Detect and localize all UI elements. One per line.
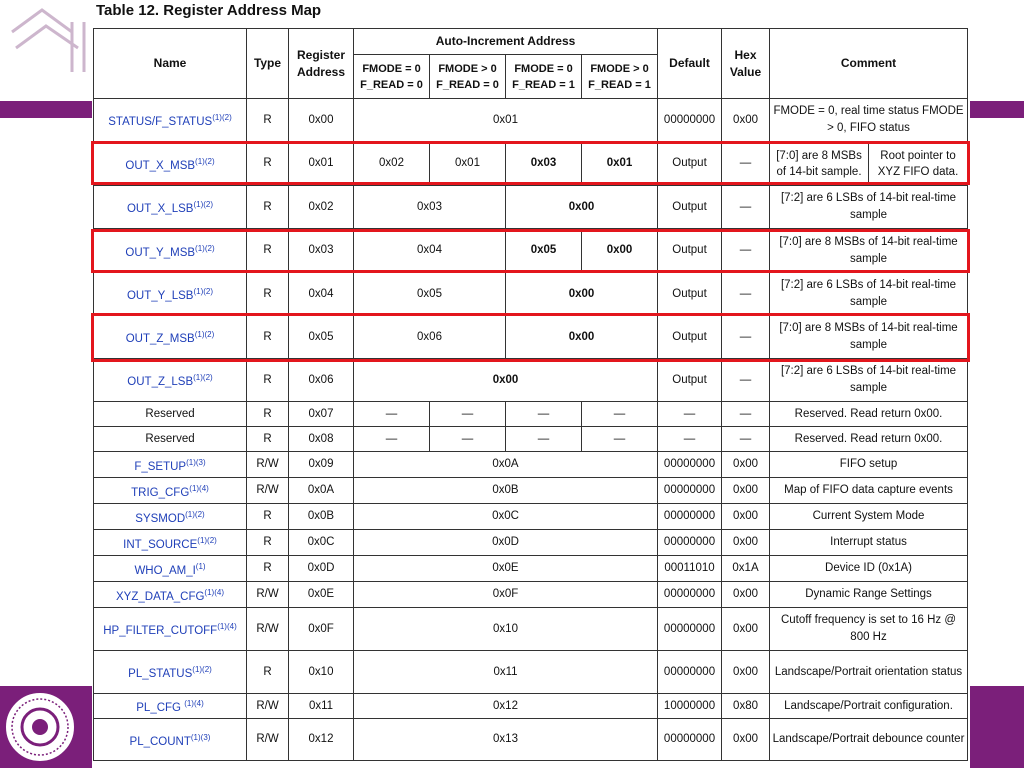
cell-type: R <box>247 359 289 402</box>
cell-auto: 0x05 <box>506 229 582 273</box>
register-name-link[interactable]: $PL\_STATUS^{(1)(2)}$ <box>94 651 247 694</box>
cell-comment: [7:2] are 6 LSBs of 14-bit real-time sample <box>770 186 968 229</box>
cell-auto: 0x00 <box>582 229 658 273</box>
cell-address: 0x09 <box>289 452 354 478</box>
cell-type: R/W <box>247 478 289 504</box>
cell-auto: — <box>354 427 430 452</box>
header-default: Default <box>658 29 722 99</box>
cell-type: R <box>247 229 289 273</box>
cell-auto: 0x0A <box>354 452 658 478</box>
cell-hex: 0x00 <box>722 651 770 694</box>
cell-default: 00000000 <box>658 651 722 694</box>
cell-auto: 0x0F <box>354 582 658 608</box>
table-row <box>94 452 968 478</box>
cell-comment: [7:0] are 8 MSBs of 14-bit real-time sample <box>770 316 968 359</box>
cell-type: R <box>247 427 289 452</box>
cell-hex: — <box>722 316 770 359</box>
cell-comment: Map of FIFO data capture events <box>770 478 968 504</box>
cell-type: R <box>247 530 289 556</box>
cell-hex: 0x00 <box>722 719 770 761</box>
cell-address: 0x0E <box>289 582 354 608</box>
cell-auto: 0x01 <box>354 99 658 142</box>
register-name-link[interactable]: $OUT\_Z\_LSB^{(1)(2)}$ <box>94 359 247 402</box>
cell-default: Output <box>658 142 722 186</box>
cell-auto: 0x00 <box>506 273 658 316</box>
header-comment: Comment <box>770 29 968 99</box>
cell-comment: [7:2] are 6 LSBs of 14-bit real-time sample <box>770 359 968 402</box>
cell-comment: Landscape/Portrait debounce counter <box>770 719 968 761</box>
header-sub: FMODE > 0 F_READ = 0 <box>430 55 506 99</box>
cell-default: 10000000 <box>658 694 722 719</box>
cell-address: 0x0D <box>289 556 354 582</box>
table-row <box>94 316 968 359</box>
cell-auto: 0x12 <box>354 694 658 719</box>
register-name-link[interactable]: PL_CFG $^{(1)(4)}$ <box>94 694 247 719</box>
cell-auto: 0x0C <box>354 504 658 530</box>
cell-auto: 0x00 <box>506 186 658 229</box>
cell-default: — <box>658 427 722 452</box>
cell-auto: 0x01 <box>430 142 506 186</box>
cell-auto: 0x10 <box>354 608 658 651</box>
cell-comment: [7:2] are 6 LSBs of 14-bit real-time sample <box>770 273 968 316</box>
comment-part: [7:0] are 8 MSBs of 14-bit sample. <box>770 143 869 185</box>
table-row <box>94 229 968 273</box>
cell-address: 0x04 <box>289 273 354 316</box>
cell-type: R <box>247 556 289 582</box>
cell-comment: [7:0] are 8 MSBs of 14-bit real-time sample <box>770 229 968 273</box>
table-row <box>94 608 968 651</box>
cell-address: 0x00 <box>289 99 354 142</box>
university-emblem-top <box>2 2 94 98</box>
register-name-link[interactable]: $F\_SETUP^{(1)(3)}$ <box>94 452 247 478</box>
cell-hex: — <box>722 359 770 402</box>
cell-comment: FIFO setup <box>770 452 968 478</box>
cell-type: R <box>247 402 289 427</box>
cell-comment: Interrupt status <box>770 530 968 556</box>
cell-default: Output <box>658 229 722 273</box>
cell-hex: — <box>722 402 770 427</box>
cell-type: R/W <box>247 719 289 761</box>
register-name-link[interactable]: $SYSMOD^{(1)(2)}$ <box>94 504 247 530</box>
table-row <box>94 719 968 761</box>
table-row <box>94 273 968 316</box>
table-row <box>94 427 968 452</box>
cell-default: 00000000 <box>658 478 722 504</box>
cell-address: 0x0F <box>289 608 354 651</box>
cell-type: R <box>247 142 289 186</box>
cell-auto: 0x04 <box>354 229 506 273</box>
header-sub: FMODE = 0 F_READ = 0 <box>354 55 430 99</box>
register-name-link[interactable]: $PL\_COUNT^{(1)(3)}$ <box>94 719 247 761</box>
cell-hex: 0x00 <box>722 452 770 478</box>
register-name: Reserved <box>94 427 247 452</box>
header-sub: FMODE = 0 F_READ = 1 <box>506 55 582 99</box>
cell-auto: — <box>582 427 658 452</box>
register-name-link[interactable]: $OUT\_Y\_MSB^{(1)(2)}$ <box>94 229 247 273</box>
cell-default: 00000000 <box>658 582 722 608</box>
register-name-link[interactable]: $OUT\_X\_LSB^{(1)(2)}$ <box>94 186 247 229</box>
register-name-link[interactable]: $OUT\_Y\_LSB^{(1)(2)}$ <box>94 273 247 316</box>
cell-comment: Landscape/Portrait orientation status <box>770 651 968 694</box>
cell-auto: 0x0E <box>354 556 658 582</box>
register-name-link[interactable]: STATUS/$F\_STATUS^{(1)(2)}$ <box>94 99 247 142</box>
cell-type: R <box>247 273 289 316</box>
cell-auto: 0x0D <box>354 530 658 556</box>
cell-type: R/W <box>247 694 289 719</box>
cell-comment: Dynamic Range Settings <box>770 582 968 608</box>
cell-address: 0x11 <box>289 694 354 719</box>
header-sub: FMODE > 0 F_READ = 1 <box>582 55 658 99</box>
cell-address: 0x08 <box>289 427 354 452</box>
cell-address: 0x12 <box>289 719 354 761</box>
table-row <box>94 142 968 186</box>
cell-address: 0x06 <box>289 359 354 402</box>
table-caption: Table 12. Register Address Map <box>96 2 322 19</box>
table-row <box>94 651 968 694</box>
cell-type: R <box>247 99 289 142</box>
cell-type: R <box>247 316 289 359</box>
cell-address: 0x07 <box>289 402 354 427</box>
cell-auto: — <box>506 427 582 452</box>
cell-default: Output <box>658 273 722 316</box>
cell-type: R <box>247 186 289 229</box>
table-row <box>94 530 968 556</box>
cell-auto: — <box>506 402 582 427</box>
cell-hex: 0x00 <box>722 478 770 504</box>
cell-address: 0x0C <box>289 530 354 556</box>
cell-auto: 0x13 <box>354 719 658 761</box>
register-name-link[interactable]: $INT\_SOURCE^{(1)(2)}$ <box>94 530 247 556</box>
cell-hex: 0x00 <box>722 99 770 142</box>
table-row <box>94 99 968 142</box>
register-name-link[interactable]: $WHO\_AM\_I^{(1)}$ <box>94 556 247 582</box>
cell-comment: Reserved. Read return 0x00. <box>770 427 968 452</box>
register-name-link[interactable]: $HP\_FILTER\_CUTOFF^{(1)(4)}$ <box>94 608 247 651</box>
cell-default: 00000000 <box>658 452 722 478</box>
cell-hex: — <box>722 142 770 186</box>
cell-address: 0x0B <box>289 504 354 530</box>
cell-default: 00000000 <box>658 530 722 556</box>
cell-auto: 0x00 <box>506 316 658 359</box>
cell-type: R/W <box>247 608 289 651</box>
cell-default: 00000000 <box>658 719 722 761</box>
cell-auto: 0x06 <box>354 316 506 359</box>
cell-hex: 0x00 <box>722 582 770 608</box>
cell-auto: 0x01 <box>582 142 658 186</box>
cell-type: R <box>247 504 289 530</box>
cell-auto: 0x0B <box>354 478 658 504</box>
cell-default: 00000000 <box>658 608 722 651</box>
table-row <box>94 402 968 427</box>
cell-default: 00000000 <box>658 504 722 530</box>
cell-hex: 0x1A <box>722 556 770 582</box>
cell-comment: Cutoff frequency is set to 16 Hz @ 800 Hz <box>770 608 968 651</box>
cell-default: — <box>658 402 722 427</box>
cell-hex: 0x00 <box>722 608 770 651</box>
cell-address: 0x0A <box>289 478 354 504</box>
comment-part: Root pointer to XYZ FIFO data. <box>877 149 959 178</box>
cell-auto: 0x03 <box>354 186 506 229</box>
register-name-link[interactable]: $XYZ\_DATA\_CFG^{(1)(4)}$ <box>94 582 247 608</box>
cell-comment: FMODE = 0, real time status FMODE > 0, FIFO status <box>770 99 968 142</box>
register-name-link[interactable]: $TRIG\_CFG^{(1)(4)}$ <box>94 478 247 504</box>
cell-comment <box>770 142 968 186</box>
cell-auto: 0x00 <box>354 359 658 402</box>
cell-hex: — <box>722 273 770 316</box>
cell-hex: — <box>722 186 770 229</box>
cell-auto: 0x03 <box>506 142 582 186</box>
cell-comment: Device ID (0x1A) <box>770 556 968 582</box>
cell-auto: 0x05 <box>354 273 506 316</box>
table-row <box>94 186 968 229</box>
table-row <box>94 359 968 402</box>
register-address-map-table <box>93 28 968 761</box>
header-hex-value: Hex Value <box>722 29 770 99</box>
header-type: Type <box>247 29 289 99</box>
cell-hex: 0x00 <box>722 530 770 556</box>
cell-comment: Landscape/Portrait configuration. <box>770 694 968 719</box>
header-register-address: Register Address <box>289 29 354 99</box>
register-name-link[interactable]: $OUT\_X\_MSB^{(1)(2)}$ <box>94 142 247 186</box>
header-auto-increment: Auto-Increment Address <box>354 29 658 55</box>
register-name-link[interactable]: $OUT\_Z\_MSB^{(1)(2)}$ <box>94 316 247 359</box>
cell-comment: Current System Mode <box>770 504 968 530</box>
header-name: Name <box>94 29 247 99</box>
cell-address: 0x02 <box>289 186 354 229</box>
cell-hex: — <box>722 229 770 273</box>
cell-address: 0x05 <box>289 316 354 359</box>
cell-default: Output <box>658 316 722 359</box>
table-row <box>94 582 968 608</box>
table-row <box>94 694 968 719</box>
cell-address: 0x01 <box>289 142 354 186</box>
register-name: Reserved <box>94 402 247 427</box>
cell-auto: — <box>582 402 658 427</box>
university-seal-icon <box>2 688 78 766</box>
cell-default: 00000000 <box>658 99 722 142</box>
cell-default: Output <box>658 186 722 229</box>
cell-default: 00011010 <box>658 556 722 582</box>
table-row <box>94 504 968 530</box>
cell-auto: — <box>430 402 506 427</box>
cell-hex: 0x80 <box>722 694 770 719</box>
cell-auto: — <box>354 402 430 427</box>
table-row <box>94 556 968 582</box>
cell-address: 0x03 <box>289 229 354 273</box>
cell-comment: Reserved. Read return 0x00. <box>770 402 968 427</box>
table-row <box>94 478 968 504</box>
cell-auto: 0x11 <box>354 651 658 694</box>
cell-default: Output <box>658 359 722 402</box>
cell-type: R/W <box>247 582 289 608</box>
cell-auto: 0x02 <box>354 142 430 186</box>
cell-hex: — <box>722 427 770 452</box>
cell-auto: — <box>430 427 506 452</box>
cell-hex: 0x00 <box>722 504 770 530</box>
cell-type: R/W <box>247 452 289 478</box>
cell-type: R <box>247 651 289 694</box>
cell-address: 0x10 <box>289 651 354 694</box>
